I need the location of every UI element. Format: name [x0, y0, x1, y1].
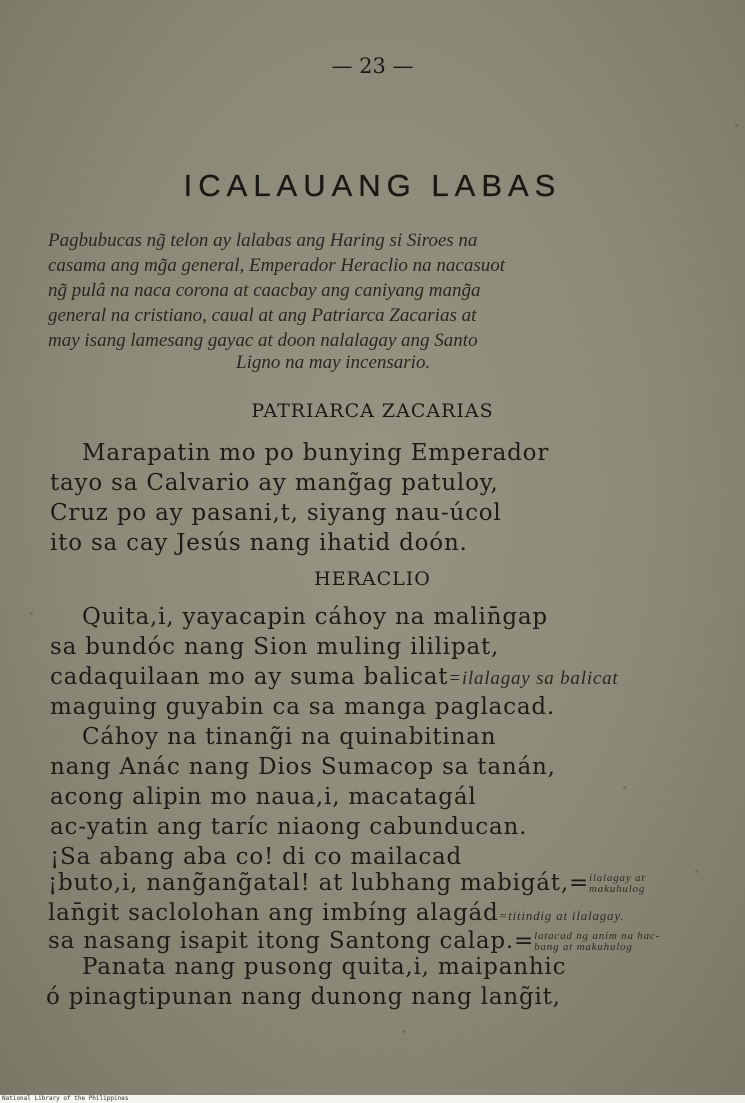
verse-text: ¡buto,i, nang̃ang̃atal! at lubhang mabigát, — [48, 870, 569, 896]
verse-line: ¡Sa abang aba co! di co mailacad — [50, 844, 463, 870]
gloss-annotation: =ilalagay sa balicat — [448, 668, 619, 689]
paper-speck — [735, 124, 738, 127]
stage-direction-line: ng̃ pulâ na naca corona at caacbay ang caniyang mang̃a — [48, 280, 481, 301]
gloss-annotation — [534, 931, 660, 953]
gloss-line: ilalagay at — [589, 872, 646, 884]
paper-speck — [623, 786, 626, 789]
stage-direction-line: casama ang mg̃a general, Emperador Heraclio na nacasuot — [48, 255, 506, 276]
verse-line: Cáhoy na tinang̃i na quinabitinan — [82, 724, 497, 750]
verse-line — [50, 664, 619, 690]
speaker-name: HERACLIO — [314, 568, 431, 590]
stage-direction-line: Pagbubucas ng̃ telon ay lalabas ang Haring si Siroes na — [48, 230, 478, 251]
verse-text: sa nasang isapit itong Santong calap. — [48, 928, 515, 954]
verse-line — [48, 870, 645, 896]
verse-line: Panata nang pusong quita,i, maipanhic — [82, 954, 567, 980]
stage-direction-line: general na cristiano, caual at ang Patriarca Zacarias at — [48, 305, 477, 326]
paper-speck — [695, 870, 698, 873]
gloss-line: makuhulog — [589, 883, 646, 895]
gloss-equals: = — [514, 928, 535, 954]
paper-speck — [402, 1030, 405, 1033]
gloss-equals: = — [568, 870, 590, 896]
verse-line: nang Anác nang Dios Sumacop sa tanán, — [50, 754, 556, 780]
verse-line: maguing guyabin ca sa manga paglacad. — [50, 694, 555, 720]
gloss-annotation: =titindig at ilalagay. — [498, 908, 625, 923]
verse-line — [48, 900, 624, 926]
stage-direction-line: Ligno na may incensario. — [236, 352, 431, 373]
verse-line: tayo sa Calvario ay mang̃ag patuloy, — [50, 470, 499, 496]
verse-line: Marapatin mo po bunying Emperador — [82, 440, 550, 466]
verse-line: sa bundóc nang Sion muling ililipat, — [50, 634, 500, 660]
verse-text: lan̄git saclolohan ang imbíng alagád — [48, 900, 499, 926]
verse-line — [48, 928, 660, 954]
verse-line: ó pinagtipunan nang dunong nang lang̃it, — [46, 984, 561, 1010]
paper-speck — [30, 612, 33, 615]
verse-line: ac-yatin ang taríc niaong cabunducan. — [50, 814, 528, 840]
verse-line: ito sa cay Jesús nang ihatid doón. — [50, 530, 468, 556]
gloss-line: latacad ng anim na hac- — [534, 930, 661, 942]
gloss-annotation — [589, 873, 645, 895]
speaker-name: PATRIARCA ZACARIAS — [251, 400, 494, 422]
verse-line: acong alipin mo naua,i, macatagál — [50, 784, 477, 810]
stage-direction-line: may isang lamesang gayac at doon nalalagay ang Santo — [48, 330, 478, 351]
verse-line: Quita,i, yayacapin cáhoy na malin̄gap — [82, 604, 548, 630]
library-credit: National Library of the Philippines — [2, 1095, 129, 1102]
verse-line: Cruz po ay pasani,t, siyang nau-úcol — [50, 500, 502, 526]
verse-text: cadaquilaan mo ay suma balicat — [50, 664, 449, 690]
page-number: — 23 — — [331, 54, 414, 78]
chapter-title: ICALAUANG LABAS — [183, 168, 562, 203]
gloss-line: bang at makuhulog — [534, 941, 633, 953]
